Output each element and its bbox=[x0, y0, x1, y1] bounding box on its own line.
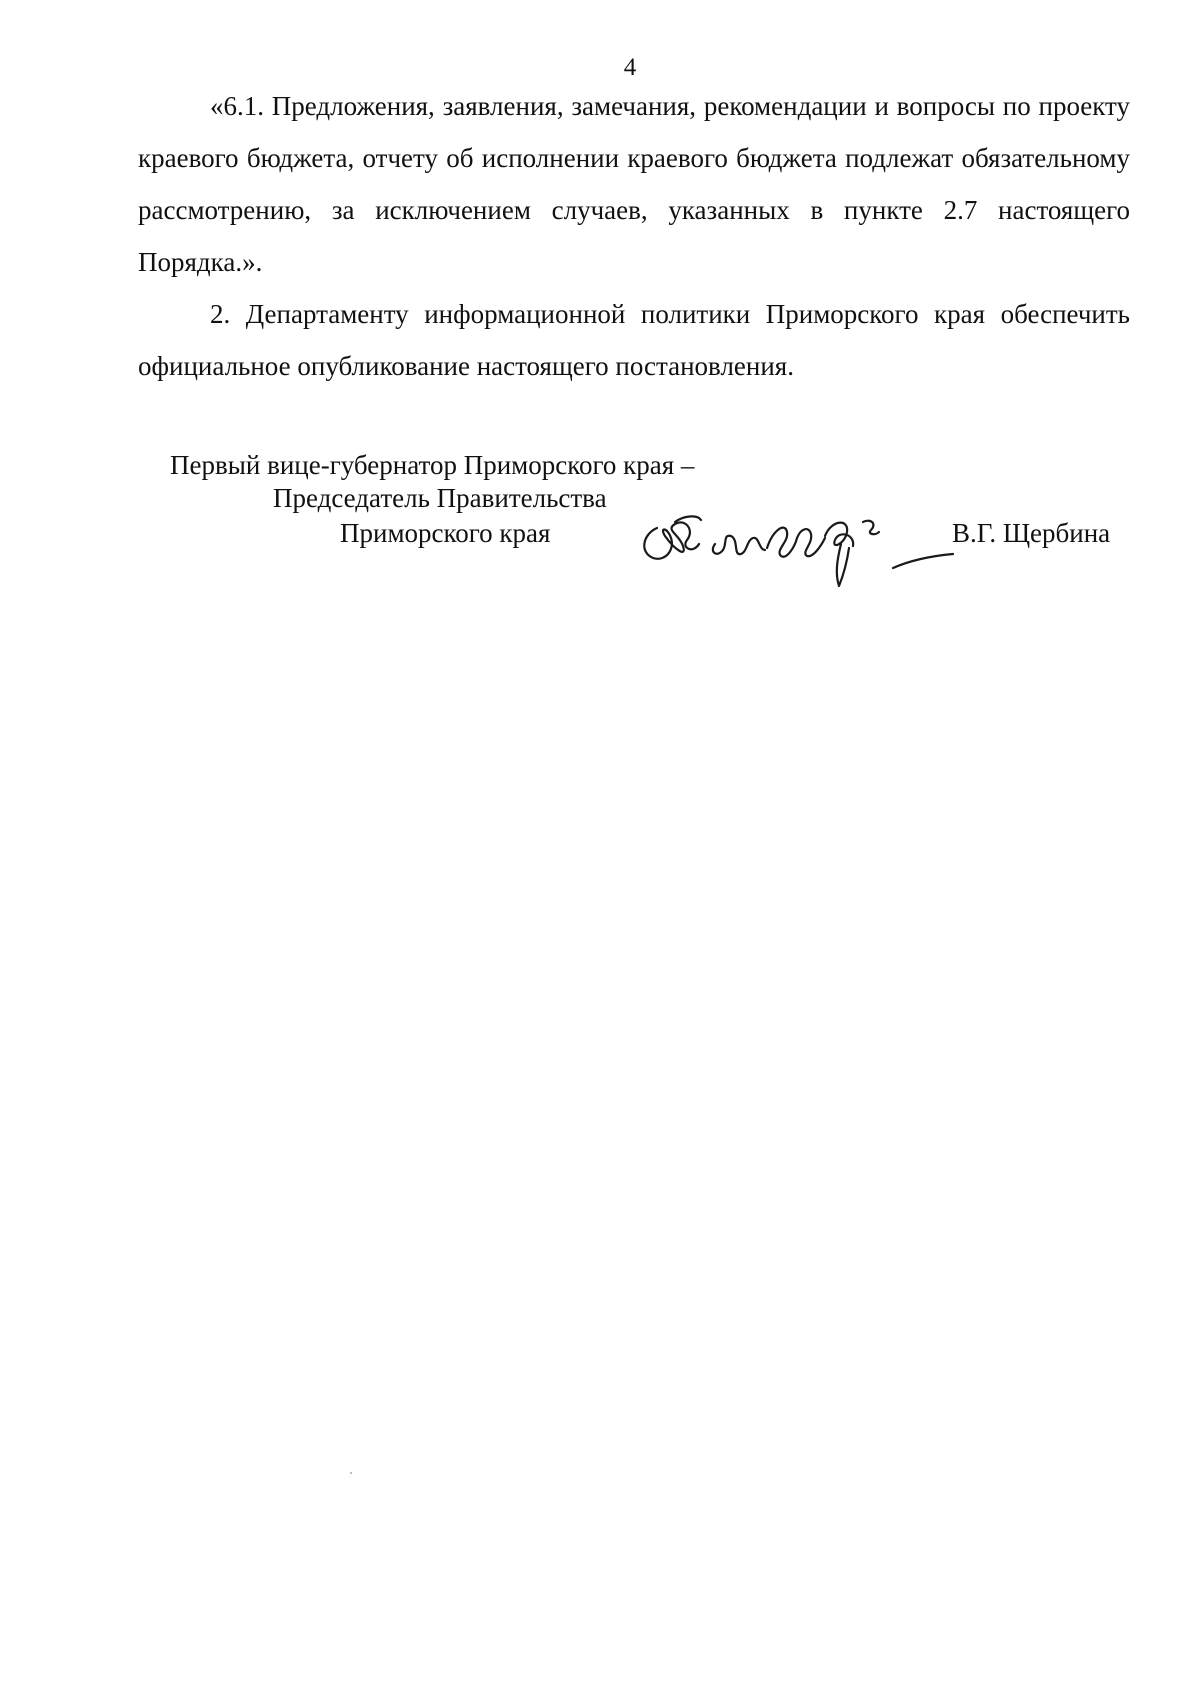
page-number: 4 bbox=[623, 54, 637, 81]
scan-speck bbox=[350, 1472, 352, 1474]
signer-title-line-2: Председатель Правительства bbox=[273, 483, 607, 513]
signer-title-line-1: Первый вице-губернатор Приморского края – bbox=[170, 450, 695, 480]
signer-title-line-3: Приморского края bbox=[340, 518, 551, 548]
signer-name: В.Г. Щербина bbox=[952, 518, 1111, 548]
paragraph-6-1: «6.1. Предложения, заявления, замечания, рекомендации и вопросы по проекту краевого бюджета, отчету об исполнении краевого бюджета подлежат обязательному рассмотрению, за исключением случаев, указанных в пункте 2.7 настоящего Порядка.». bbox=[138, 91, 1130, 277]
paragraph-2: 2. Департаменту информационной политики Приморского края обеспечить официальное опубликование настоящего постановления. bbox=[138, 299, 1130, 381]
handwritten-signature-icon bbox=[635, 500, 955, 590]
document-body bbox=[138, 80, 1130, 392]
